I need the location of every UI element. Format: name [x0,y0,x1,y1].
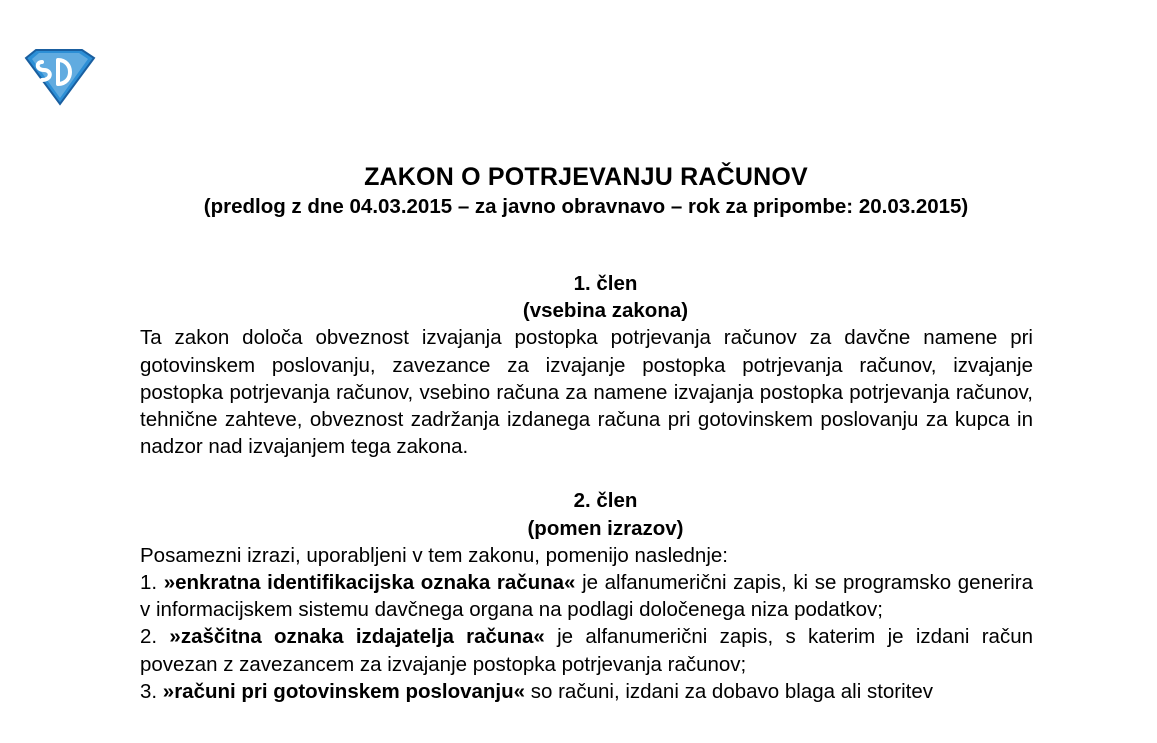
item-1-text: je alfanumerični zapis, ki se programsko generira v informacijskem sistemu davčnega organa na podlagi določenega niza podatkov; [140,571,1033,622]
article-2-number: 2. člen [573,489,638,513]
item-2-text: je alfanumerični zapis, s katerim je izdani račun povezan z zavezancem za izvajanje postopka potrjevanja računov; [140,625,1034,676]
article-1-text: Ta zakon določa obveznost izvajanja postopka potrjevanja računov za davčne namene pri gotovinskem poslovanju, zavezance za izvajanje postopka potrjevanja računov, izvajanje postopka potrjevanja računov, vsebino računa za namene izvajanja postopka potrjevanja računov, tehnične zahteve, obveznost zadržanja izdanega računa pri gotovinskem poslovanju za kupca in nadzor nad izvajanjem tega zakona. [140,326,1033,459]
item-3-term: »računi pri gotovinskem poslovanju« [162,679,526,703]
article-1-number: 1. člen [573,272,638,295]
document-subtitle: (predlog z dne 04.03.2015 – za javno obravnavo – rok za pripombe: 20.03.2015) [203,195,969,218]
item-1-prefix: 1. [140,571,164,595]
article-2-heading: (pomen izrazov) [527,516,684,540]
logo-icon [22,48,96,106]
document-body [140,270,1033,705]
article-2-intro: Posamezni izrazi, uporabljeni v tem zakonu, pomenijo naslednje: [140,543,728,567]
document-title: ZAKON O POTRJEVANJU RAČUNOV [364,163,808,191]
item-3-text: so računi, izdani za dobavo blaga ali storitev [525,679,934,703]
item-3-prefix: 3. [140,679,163,703]
definition-item-1 [140,569,1033,623]
article-1 [140,270,1033,460]
definition-item-3 [140,678,1033,705]
article-2 [140,487,1033,705]
item-2-prefix: 2. [140,625,170,649]
item-2-term: »zaščitna oznaka izdajatelja računa« [169,625,545,649]
definition-item-2 [140,623,1033,677]
item-1-term: »enkratna identifikacijska oznaka računa« [163,571,576,595]
article-1-heading: (vsebina zakona) [522,299,689,323]
